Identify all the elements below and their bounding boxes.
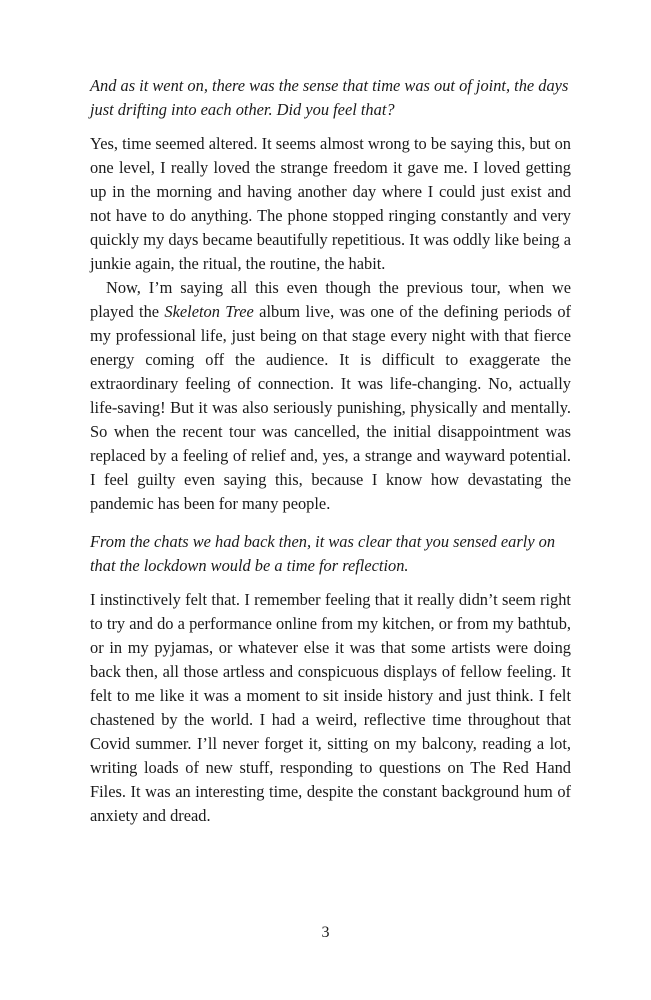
answer-paragraph: I instinctively felt that. I remember feeling that it really didn’t seem right to try and do a performance online from my kitchen, or from my bathtub, or in my pyjamas, or whatever else it was that some artists were doing back then, all those artless and conspicuous displays of fellow feeling. It felt to me like it was a moment to sit inside history and just think. I felt chastened by the world. I had a weird, reflective time throughout that Covid summer. I’ll never forget it, sitting on my balcony, reading a lot, writing loads of new stuff, responding to questions on The Red Hand Files. It was an interesting time, despite the constant background hum of anxiety and dread. <box>90 590 571 825</box>
answer-paragraph: Yes, time seemed altered. It seems almost wrong to be saying this, but on one level, I really loved the strange freedom it gave me. I loved getting up in the morning and having another day where I could just exist and not have to do anything. The phone stopped ringing constantly and very quickly my days became beautifully repetitious. It was oddly like being a junkie again, the ritual, the routine, the habit. <box>90 134 571 273</box>
album-title: Skeleton Tree <box>164 302 254 321</box>
page-number: 3 <box>321 924 330 941</box>
answer-paragraph <box>90 276 571 516</box>
interview-question: And as it went on, there was the sense that time was out of joint, the days just drifting into each other. Did you feel that? <box>90 76 569 119</box>
answer-text: album live, was one of the defining periods of my professional life, just being on that stage every night with that fierce energy coming off the audience. It is difficult to exaggerate the extraordinary feeling of connection. It was life-changing. No, actually life-saving! But it was also seriously punishing, physically and mentally. So when the recent tour was cancelled, the initial disappointment was replaced by a feeling of relief and, yes, a strange and wayward potential. I feel guilty even saying this, because I know how devastating the pandemic has been for many people. <box>90 302 571 513</box>
page-body <box>90 74 571 828</box>
interview-question: From the chats we had back then, it was clear that you sensed early on that the lockdown would be a time for reflection. <box>90 532 556 575</box>
answer-text: Now, I’m saying all this even though the previous tour, when we played the <box>90 278 571 321</box>
